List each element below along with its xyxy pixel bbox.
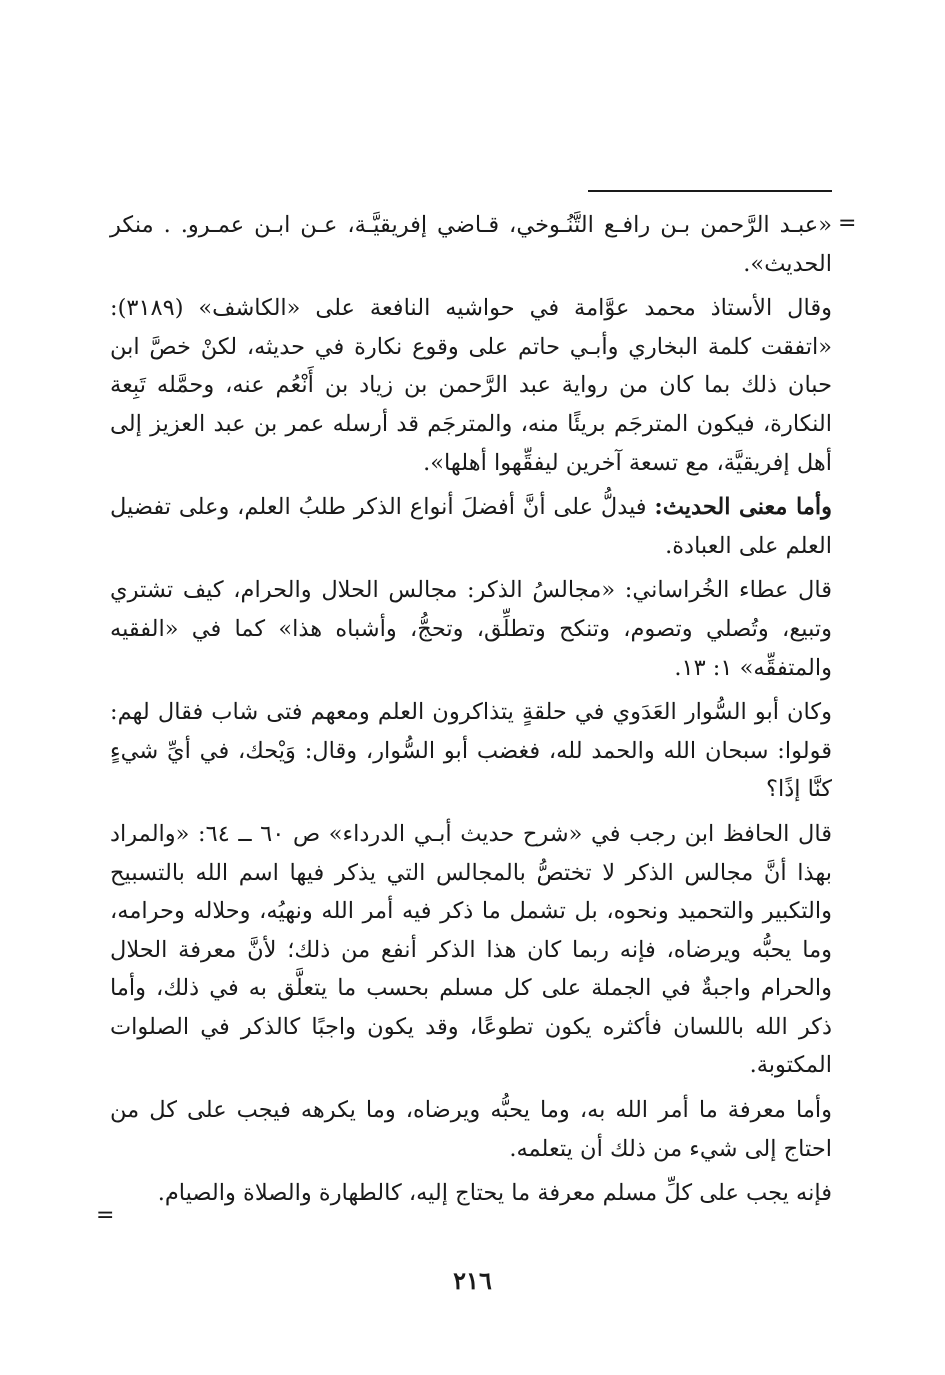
footnote-paragraph-5: وكان أبو السُّوار العَدَوي في حلقةٍ يتذاكرون العلم ومعهم فتى شاب فقال لهم: قولوا: سبحان الله والحمد لله، فغضب أبو السُّوار، وقال: وَيْحك، في أيِّ شيءٍ كنَّا إذًا؟: [110, 699, 832, 803]
footnote-paragraph-7: وأما معرفة ما أمر الله به، وما يحبُّه ويرضاه، وما يكرهه فيجب على كل من احتاج إلى شيء من ذلك أن يتعلمه.: [110, 1097, 832, 1162]
paragraph-body: فيدلُّ على أنَّ أفضلَ أنواع الذكر طلبُ العلم، وعلى تفضيل العلم على العبادة.: [110, 494, 832, 559]
footnote-paragraph-2: وقال الأستاذ محمد عوَّامة في حواشيه النافعة على «الكاشف» (٣١٨٩): «اتفقت كلمة البخاري وأبـي حاتم على وقوع نكارة في حديثه، لكنْ خصَّ ابن حبان ذلك بما كان من رواية عبد الرَّحمن بن زياد بن أَنْعُم عنه، وحمَّله تَبِعة النكارة، فيكون المترجَم بريئًا منه، والمترجَم قد أرسله عمر بن عبد العزيز إلى أهل إفريقيَّة، مع تسعة آخرين ليفقِّهوا أهلها».: [110, 295, 832, 476]
continuation-mark-top: =: [838, 211, 857, 236]
footnote-separator-rule: [588, 190, 832, 192]
footnote-paragraph-8: فإنه يجب على كلِّ مسلم معرفة ما يحتاج إليه، كالطهارة والصلاة والصيام.: [157, 1180, 832, 1207]
footnote-paragraph-3: [110, 488, 832, 565]
footnote-paragraph-6: قال الحافظ ابن رجب في «شرح حديث أبـي الدرداء» ص ٦٠ ــ ٦٤: «والمراد بهذا أنَّ مجالس الذكر لا تختصُّ بالمجالس التي يذكر فيها اسم الله بالتسبيح والتكبير والتحميد ونحوه، بل تشمل ما ذكر فيه أمر الله ونهيُه، وحلاله وحرامه، وما يحبُّه ويرضاه، فإنه ربما كان هذا الذكر أنفع من ذلك؛ لأنَّ معرفة الحلال والحرام واجبةٌ في الجملة على كل مسلم بحسب ما يتعلَّق به في ذلك، وأما ذكر الله باللسان فأكثره يكون تطوعًا، وقد يكون واجبًا كالذكر في الصلوات المكتوبة.: [110, 820, 832, 1079]
page-number: ٢١٦: [453, 1266, 492, 1295]
footnote-paragraph-1: «عبـد الرَّحمن بـن رافـع التَّنُـوخي، قـاضي إفريقيَّـة، عـن ابـن عمـرو. . منكر الحديث».: [110, 212, 832, 277]
paragraph-lead-heading: وأما معنى الحديث:: [654, 494, 832, 521]
footnote-paragraph-4: قال عطاء الخُراساني: «مجالسُ الذكر: مجالس الحلال والحرام، كيف تشتري وتبيع، وتُصلي وتصوم، وتنكح وتطلِّق، وتحجُّ، وأشباه هذا» كما في «الفقيه والمتفقِّه» ١: ١٣.: [110, 577, 832, 681]
continuation-mark-bottom: =: [96, 1203, 115, 1228]
footnote-text-block: [110, 206, 832, 1219]
